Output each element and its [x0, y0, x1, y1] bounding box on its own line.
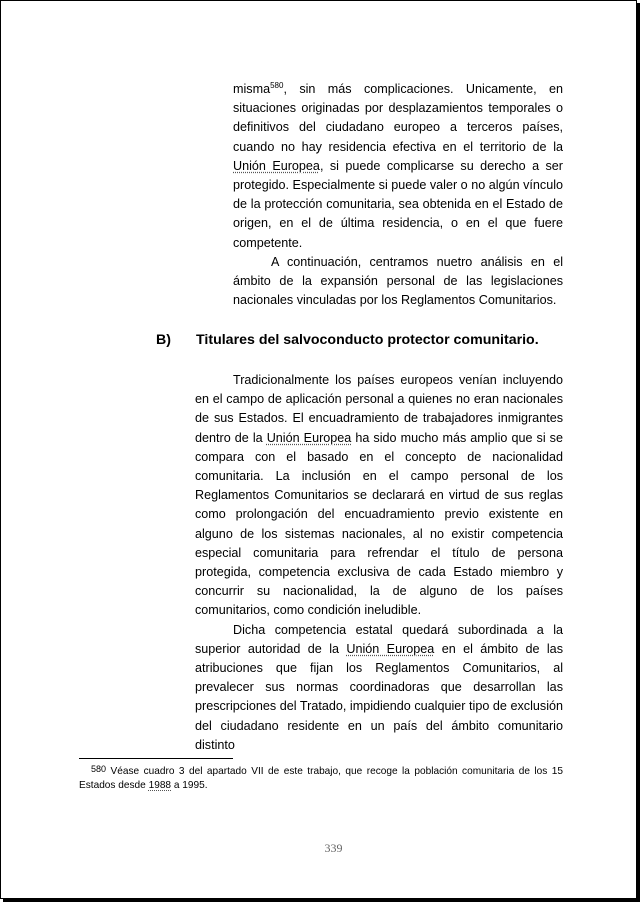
text-run: Tradicionalmente los países europeos venían incluyendo en el campo de aplicación personal a quienes no eran nacionales de sus Estados. El encuadramiento de trabajadores inmigrantes dentro de la: [195, 373, 563, 445]
footnote: [79, 763, 563, 792]
body-text-block: [195, 371, 563, 755]
text-run: , sin más complicaciones. Unicamente, en situaciones originadas por desplazamientos temporales o definitivos del ciudadano europeo a terceros países, cuando no hay residencia efectiva en el territorio de la: [233, 82, 563, 154]
footnote-text: a 1995.: [171, 779, 208, 791]
text-run: ha sido mucho más amplio que si se compara con el basado en el concepto de nacionalidad comunitaria. La inclusión en el campo personal de los Reglamentos Comunitarios se declarará en virtud de sus reglas como prolongación del encuadramiento previo existente en alguno de los sistemas nacionales, al no existir competencia especial comunitaria para refrendar el título de persona protegida, competencia exclusiva de cada Estado miembro y concurrir su nacionalidad, la de alguno de los países comunitarios, como condición ineludible.: [195, 430, 563, 618]
spellcheck-underlined-word: 1988: [148, 779, 172, 791]
section-title: Titulares del salvoconducto protector comunitario.: [196, 332, 539, 348]
spellcheck-underlined-word: Unión Europea: [346, 641, 435, 656]
footnote-separator: [79, 758, 233, 759]
section-letter: B): [156, 332, 171, 348]
text-run: Dicha competencia estatal quedará subordinada a la superior autoridad de la: [195, 622, 563, 656]
text-run: misma: [233, 82, 271, 96]
paragraph: [233, 80, 563, 253]
footnote-text: Véase cuadro 3 del apartado VII de este trabajo, que recoge la población comunitaria de los 15 Estados desde: [79, 766, 563, 791]
page-number: 339: [324, 841, 343, 855]
paragraph: [195, 371, 563, 621]
quote-block: [233, 80, 563, 310]
text-run: , si puede complicarse su derecho a ser protegido. Especialmente si puede valer o no algún vínculo de la protección comunitaria, sea obtenida en el Estado de origen, en el de última residencia, o en el que fuere competente.: [233, 158, 563, 250]
spellcheck-underlined-word: Unión Europea: [266, 430, 352, 445]
text-run: en el ámbito de las atribuciones que fijan los Reglamentos Comunitarios, al prevalecer sus normas coordinadoras que desarrollan las prescripciones del Tratado, impidiendo cualquier tipo de exclusión del ciudadano residente en un país del ámbito comunitario distinto: [195, 641, 563, 752]
paragraph: [195, 621, 563, 755]
footnote-number: 580: [91, 764, 107, 774]
footnote-reference[interactable]: 580: [270, 81, 284, 90]
paragraph: A continuación, centramos nuetro análisis en el ámbito de la expansión personal de las legislaciones nacionales vinculadas por los Reglamentos Comunitarios.: [233, 254, 563, 308]
spellcheck-underlined-word: Unión Europea: [233, 158, 320, 173]
